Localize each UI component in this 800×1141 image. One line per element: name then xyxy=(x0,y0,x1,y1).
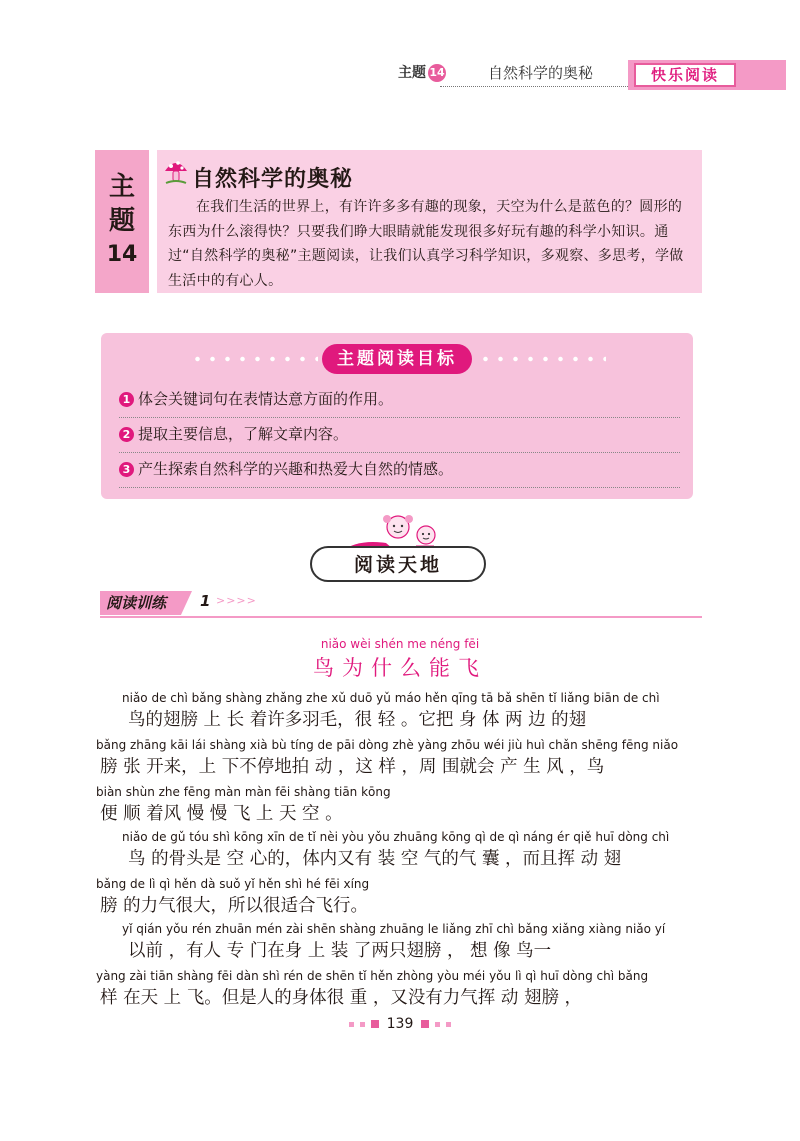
story-text-line: 膀 张 开来，上 下不停地拍 动 ，这 样 ，周 围就会 产 生 风 ，鸟 xyxy=(100,757,605,777)
goal-number-badge: 1 xyxy=(119,392,134,407)
footer-square-icon xyxy=(360,1022,365,1027)
story-text-line: 便 顺 着风 慢 慢 飞 上 天 空 。 xyxy=(100,804,343,824)
theme-tag-sub: 题 xyxy=(108,206,135,236)
goals-title: 主题阅读目标 xyxy=(322,344,472,374)
header-title: 自然科学的奥秘 xyxy=(488,64,594,82)
goal-text: 产生探索自然科学的兴趣和热爱大自然的情感。 xyxy=(138,460,454,478)
header-tab-label: 快乐阅读 xyxy=(634,63,736,87)
story-text-line: 以前 ，有人 专 门在身 上 装 了两只翅膀 ， 想 像 鸟一 xyxy=(128,941,552,961)
page-footer xyxy=(0,1016,800,1032)
footer-square-icon xyxy=(349,1022,354,1027)
theme-tag-text xyxy=(95,170,149,272)
training-label: 阅读训练 xyxy=(106,594,167,612)
story-pinyin-line: niǎo de gǔ tóu shì kōng xīn de tǐ nèi yòu yǒu zhuāng kōng qì de qì náng ér qiě huī dòng chì xyxy=(122,830,670,844)
header-theme-number: 14 xyxy=(428,64,446,82)
goal-item xyxy=(119,383,680,418)
story-title: 鸟为什么能飞 xyxy=(313,656,487,680)
theme-title: 自然科学的奥秘 xyxy=(192,167,354,192)
story-pinyin-line: yàng zài tiān shàng fēi dàn shì rén de shēn tǐ hěn zhòng yòu méi yǒu lì qì huī dòng chì bǎng xyxy=(96,969,649,983)
theme-tag-main: 主 xyxy=(108,172,135,202)
theme-intro-text: 在我们生活的世界上，有许许多多有趣的现象，天空为什么是蓝色的？圆形的东西为什么滚得快？只要我们睁大眼睛就能发现很多好玩有趣的科学小知识。通过“自然科学的奥秘”主题阅读，让我们认真学习科学知识，多观察、多思考，学做生活中的有心人。 xyxy=(168,199,684,289)
story-pinyin-line: biàn shùn zhe fēng màn màn fēi shàng tiān kōng xyxy=(96,785,391,799)
goals-dots-right xyxy=(478,356,606,362)
goal-text: 提取主要信息，了解文章内容。 xyxy=(138,425,349,443)
goal-item xyxy=(119,453,680,488)
training-number: 1 xyxy=(200,592,211,610)
header-rule xyxy=(440,86,632,87)
story-pinyin-line: niǎo de chì bǎng shàng zhǎng zhe xǔ duō yǔ máo hěn qīng tā bǎ shēn tǐ liǎng biān de chì xyxy=(122,691,660,705)
goal-number-badge: 3 xyxy=(119,462,134,477)
training-arrows: >>>> xyxy=(216,594,257,607)
footer-square-icon xyxy=(421,1020,429,1028)
goal-item xyxy=(119,418,680,453)
mushroom-icon xyxy=(163,157,189,185)
goal-text: 体会关键词句在表情达意方面的作用。 xyxy=(138,390,394,408)
theme-tag-num: 14 xyxy=(106,242,138,267)
story-text-line: 鸟的翅膀 上 长 着许多羽毛，很 轻 。它把 身 体 两 边 的翅 xyxy=(128,710,587,730)
footer-square-icon xyxy=(371,1020,379,1028)
story-pinyin-line: yǐ qián yǒu rén zhuān mén zài shēn shàng zhuāng le liǎng zhī chì bǎng xiǎng xiàng niǎo yí xyxy=(122,922,666,936)
story-text-line: 膀 的力气很大，所以很适合飞行。 xyxy=(100,896,369,916)
footer-square-icon xyxy=(435,1022,440,1027)
page-number: 139 xyxy=(386,1016,414,1032)
header-theme-label xyxy=(398,62,446,82)
footer-square-icon xyxy=(446,1022,451,1027)
story-pinyin-line: bǎng zhāng kāi lái shàng xià bù tíng de pāi dòng zhè yàng zhōu wéi jiù huì chǎn shēng fēng niǎo xyxy=(96,738,679,752)
goal-number-badge: 2 xyxy=(119,427,134,442)
story-title-pinyin: niǎo wèi shén me néng fēi xyxy=(320,637,480,651)
story-text-line: 鸟 的骨头是 空 心的，体内又有 装 空 气的气 囊 ，而且挥 动 翅 xyxy=(128,849,622,869)
header-theme-text: 主题 xyxy=(398,65,426,81)
goals-dots-left xyxy=(190,356,318,362)
section-banner: 阅读天地 xyxy=(310,546,486,582)
story-text-line: 样 在天 上 飞。但是人的身体很 重 ，又没有力气挥 动 翅膀 ， xyxy=(100,988,583,1008)
story-pinyin-line: bǎng de lì qì hěn dà suǒ yǐ hěn shì hé fēi xíng xyxy=(96,877,370,891)
